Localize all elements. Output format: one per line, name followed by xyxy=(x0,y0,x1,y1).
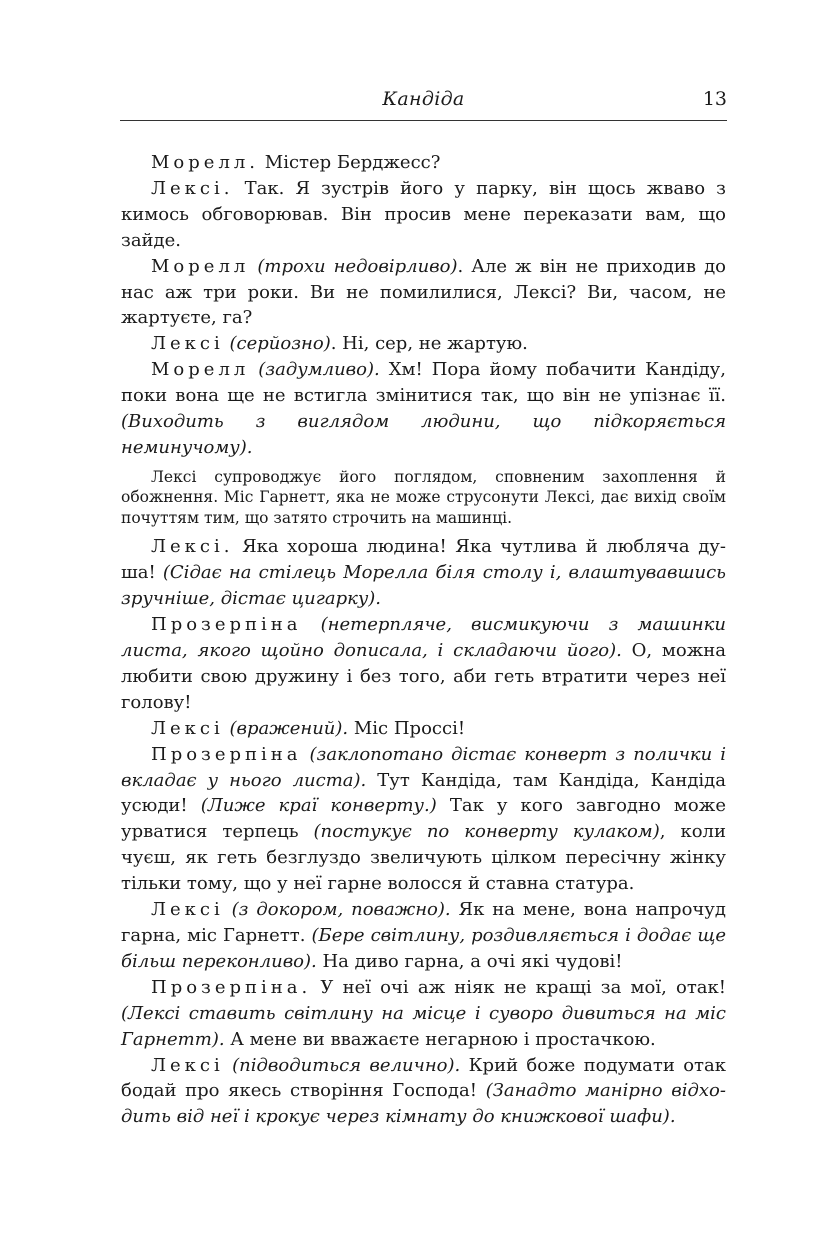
speaker-name: Лексі xyxy=(151,899,224,921)
speech-text: У неї очі аж ніяк не кращі за мої, отак! xyxy=(311,976,726,998)
speech-text: Яка хороша людина! Яка чутлива й любляча душа! xyxy=(121,536,726,584)
running-header xyxy=(120,86,727,121)
stage-note: (Занадто манірно відходить від неї і крокує через кімнату до книжкової шафи). xyxy=(121,1080,726,1128)
speech-text: Як на мене, вона напрочуд гарна, міс Гарнетт. xyxy=(121,899,726,946)
speech-text: Міс Проссі! xyxy=(348,717,466,739)
speaker-name: Прозерпіна. xyxy=(151,976,312,998)
speaker-name: Лексі xyxy=(151,333,224,355)
speaker-name: Лексі. xyxy=(151,177,234,199)
stage-direction: Лексі супроводжує його поглядом, сповненим захоплення й обожнення. Міс Гарнетт, яка не може струсонути Лексі, дає вихід своїм почуттям тим, що затято строчить на машинці. xyxy=(121,467,726,527)
dialogue-line xyxy=(121,975,726,1053)
speaker-name: Лексі xyxy=(151,717,224,739)
speech-text: Тут Кандіда, там Кандіда, Кандіда усюди! xyxy=(121,769,726,817)
running-title: Кандіда xyxy=(382,88,465,110)
dialogue-line xyxy=(121,176,726,254)
speech-text: Містер Берджесс? xyxy=(259,152,441,173)
stage-note: (підводиться велично). xyxy=(223,1054,461,1076)
stage-note: (трохи недовірливо) xyxy=(249,255,458,277)
speech-text: Крий боже подумати отак бодай про якесь створіння Господа! xyxy=(121,1054,726,1102)
stage-note: (Лексі ставить світлину на місце і суворо дивиться на міс Гарнетт). xyxy=(121,1002,726,1050)
stage-note: (задумливо). xyxy=(249,359,380,381)
speaker-name: Морелл xyxy=(151,255,250,277)
page-number: 13 xyxy=(702,88,727,110)
stage-note: (з докором, поважно). xyxy=(223,899,451,921)
speech-text: Так. Я зустрів його у парку, він щось жваво з кимось обговорював. Він просив мене переказати вам, що зайде. xyxy=(121,177,726,251)
stage-note: (постукує по конверту кулаком) xyxy=(313,821,660,843)
speech-text: . Ні, сер, не жартую. xyxy=(330,333,528,355)
speaker-name: Прозерпіна xyxy=(151,743,302,765)
speech-text: Хм! Пора йому побачити Кандіду, поки вона ще не встигла змінитися так, що він не упізнає її. xyxy=(121,359,726,407)
dialogue-line xyxy=(121,357,726,461)
speech-text: . Але ж він не приходив до нас аж три роки. Ви не помилилися, Лексі? Ви, часом, не жартуєте, га? xyxy=(121,255,726,329)
dialogue-line xyxy=(121,897,726,975)
dialogue-line xyxy=(121,612,726,716)
stage-note: (Виходить з виглядом людини, що підкоряється неминучому). xyxy=(121,411,726,458)
speaker-name: Морелл. xyxy=(151,152,260,173)
page-body xyxy=(121,150,726,1130)
stage-note: (Сідає на стілець Морелла біля столу і, влаштувавшись зручніше, дістає цигарку). xyxy=(121,562,726,610)
dialogue-line xyxy=(121,254,726,332)
stage-note: (нетерпляче, висмикуючи з машинки листа, якого щойно дописала, і складаючи його). xyxy=(121,614,726,661)
speech-text: На диво гарна, а очі які чудові! xyxy=(316,950,623,972)
speech-text: О, можна любити свою дружину і без того, аби геть втратити через неї голову! xyxy=(121,640,726,713)
speech-text: , коли чуєш, як геть безглуздо звеличують цілком пересічну жінку тільки тому, що у неї гарне волосся й ставна статура. xyxy=(121,821,726,895)
dialogue-line xyxy=(121,331,726,357)
dialogue-line xyxy=(121,742,726,897)
stage-note: (серйозно) xyxy=(223,333,331,355)
stage-note: (заклопотано дістає конверт з полички і вкладає у нього листа). xyxy=(121,743,726,791)
stage-note: (Лиже краї конверту.) xyxy=(200,795,437,817)
dialogue-line xyxy=(121,716,726,742)
speaker-name: Лексі. xyxy=(151,536,234,558)
dialogue-line xyxy=(121,534,726,612)
dialogue-line xyxy=(121,1053,726,1131)
speaker-name: Морелл xyxy=(151,359,250,381)
stage-note: (вражений). xyxy=(223,717,349,739)
speech-text: Так у кого завгодно може урватися терпець xyxy=(121,795,726,843)
dialogue-line xyxy=(121,150,726,176)
stage-note: (Бере світлину, роздивляється і додає ще більш переконливо). xyxy=(121,924,726,972)
speaker-name: Прозерпіна xyxy=(151,614,302,636)
speaker-name: Лексі xyxy=(151,1054,224,1076)
speech-text: А мене ви вважаєте негарною і простачкою. xyxy=(224,1028,656,1050)
